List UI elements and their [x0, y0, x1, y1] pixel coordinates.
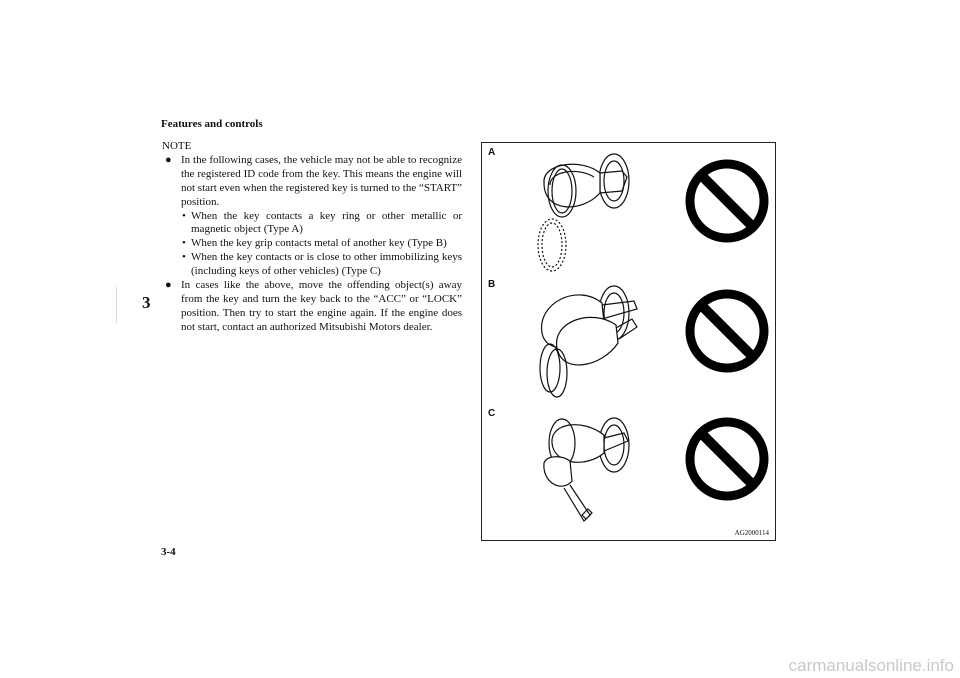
watermark-footer: carmanualsonline.info — [788, 656, 954, 675]
page-header-title: Features and controls — [161, 118, 263, 130]
note-subitem-b-text: When the key grip contacts metal of another key (Type B) — [191, 237, 447, 250]
note-bullet-2-text: In cases like the above, move the offending object(s) away from the key and turn the key back to the “ACC” or “LOCK” position. Then try to start the engine again. If the engine does not start, contact an authorized Mitsubishi Motors dealer. — [181, 279, 462, 333]
page-number: 3-4 — [161, 546, 176, 558]
key-with-ring-illustration — [538, 154, 629, 271]
note-bullet-1-text: In the following cases, the vehicle may not be able to recognize the registered ID code from the key. This means the engine will not start even when the registered key is turned to the “START” position. — [181, 153, 463, 208]
note-subitem-c-text: When the key contacts or is close to other immobilizing keys (including keys of other vehicles) (Type C) — [191, 251, 462, 278]
note-label: NOTE — [162, 140, 192, 152]
note-subitem-a — [181, 210, 462, 238]
bullet-dot-icon: ● — [165, 279, 172, 292]
figure-illustration — [482, 143, 775, 540]
note-bullet-1 — [162, 154, 462, 279]
prohibition-sign-icon — [690, 294, 764, 368]
bullet-dot-icon: ● — [165, 153, 172, 166]
note-subitem-c — [181, 251, 462, 279]
nearby-key-illustration — [544, 418, 629, 521]
figure-code: AG2000114 — [734, 529, 769, 537]
sub-bullet-icon: • — [182, 237, 186, 250]
key-interference-figure — [481, 142, 776, 541]
figure-label-c: C — [488, 408, 496, 419]
sub-bullet-icon: • — [182, 251, 186, 264]
note-bullet-2 — [162, 279, 462, 335]
figure-label-a: A — [488, 147, 496, 158]
two-keys-illustration — [540, 286, 637, 397]
prohibition-sign-icon — [690, 422, 764, 496]
sub-bullet-icon: • — [182, 209, 186, 222]
chapter-number: 3 — [142, 293, 151, 312]
prohibition-sign-icon — [690, 164, 764, 238]
note-section — [162, 140, 462, 335]
note-subitem-b — [181, 237, 462, 251]
figure-label-b: B — [488, 279, 496, 290]
note-subitem-a-text: When the key contacts a key ring or other metallic or magnetic object (Type A) — [191, 209, 462, 236]
